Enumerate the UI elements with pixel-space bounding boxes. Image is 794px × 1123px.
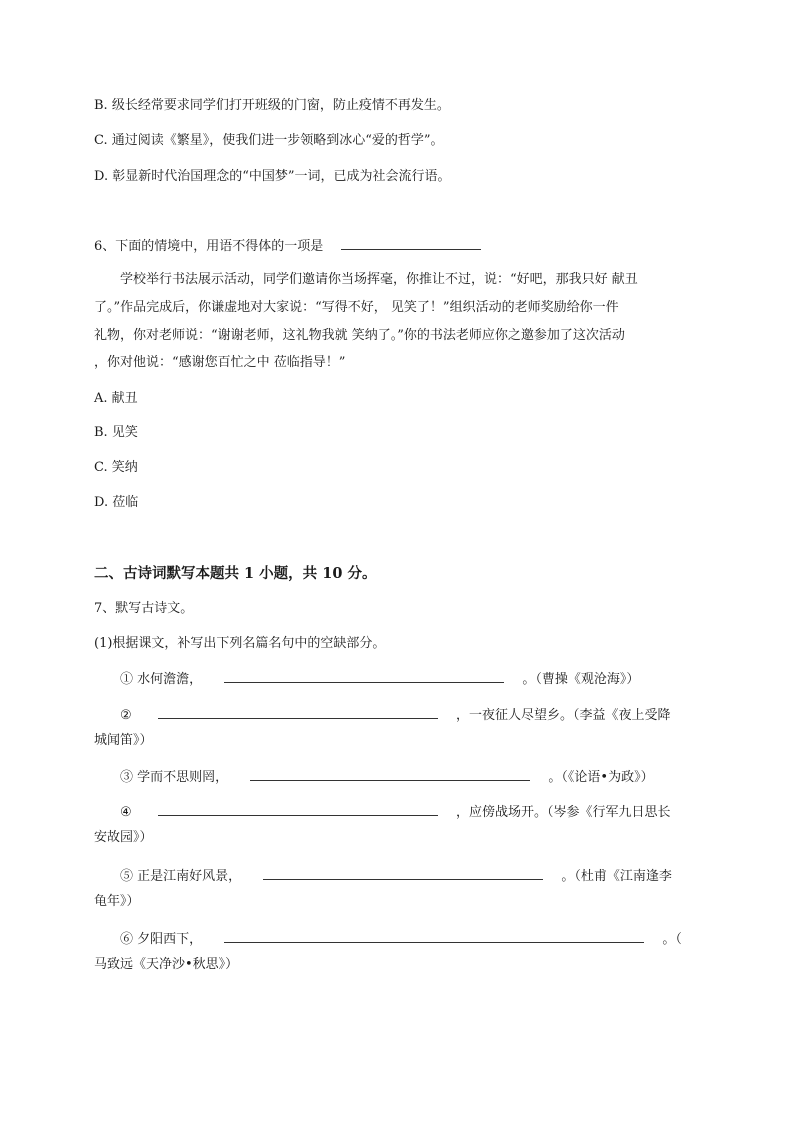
q7-item-5-blank[interactable] xyxy=(263,865,543,880)
q7-item-4-cont: 安故园》） xyxy=(94,830,153,845)
q7-item-1-post: 。（曹操《观沧海》） xyxy=(522,672,640,687)
q7-item-4 xyxy=(120,801,670,823)
q6-option-a: A. 献丑 xyxy=(94,391,138,406)
q6-option-c: C. 笑纳 xyxy=(94,460,138,475)
q5-option-c: C. 通过阅读《繁星》，使我们进一步领略到冰心“爱的哲学”。 xyxy=(94,133,444,148)
q6-stem-line xyxy=(94,235,481,257)
q7-item-6-post: 。（ xyxy=(662,932,682,947)
section-2-title: 二、古诗词默写本题共 1 小题，共 10 分。 xyxy=(94,565,377,582)
q7-item-6-blank[interactable] xyxy=(224,928,644,943)
q6-passage-line-3: 礼物，你对老师说：“谢谢老师，这礼物我就 笑纳了。”你的书法老师应你之邀参加了这次活动 xyxy=(94,328,625,343)
q6-stem: 6、下面的情境中，用语不得体的一项是 xyxy=(94,239,324,254)
q6-passage-line-4: ，你对他说：“感谢您百忙之中 莅临指导！” xyxy=(94,355,346,370)
q7-item-1 xyxy=(120,668,639,690)
q7-sub-instruction: (1)根据课文，补写出下列名篇名句中的空缺部分。 xyxy=(94,636,386,651)
q7-stem: 7、默写古诗文。 xyxy=(94,601,194,616)
q5-option-b: B. 级长经常要求同学们打开班级的门窗，防止疫情不再发生。 xyxy=(94,98,450,113)
q7-item-5-cont: 龟年》） xyxy=(94,894,140,909)
q6-option-d: D. 莅临 xyxy=(94,495,139,510)
q7-item-2-cont: 城闻笛》） xyxy=(94,733,153,748)
q6-option-b: B. 见笑 xyxy=(94,425,138,440)
q7-item-3 xyxy=(120,766,654,788)
q7-item-5-pre: ⑤ 正是江南好风景， xyxy=(120,869,242,884)
q7-item-2-post: ，一夜征人尽望乡。（李益《夜上受降 xyxy=(455,708,671,723)
q7-item-5-post: 。（杜甫《江南逢李 xyxy=(561,869,672,884)
q6-passage-line-2: 了。”作品完成后，你谦虚地对大家说：“写得不好， 见笑了！”组织活动的老师奖励给你一件 xyxy=(94,300,619,315)
q7-item-3-blank[interactable] xyxy=(250,766,530,781)
q7-item-4-pre: ④ xyxy=(120,805,132,820)
q7-item-6-cont: 马致远《天净沙•秋思》） xyxy=(94,957,239,972)
q6-passage-line-1: 学校举行书法展示活动，同学们邀请你当场挥毫，你推让不过，说：“好吧，那我只好 献丑 xyxy=(120,272,638,287)
q7-item-1-pre: ① 水何澹澹， xyxy=(120,672,203,687)
q6-answer-blank[interactable] xyxy=(341,235,481,250)
q7-item-2-pre: ② xyxy=(120,708,132,723)
q7-item-6 xyxy=(120,928,682,950)
q7-item-5 xyxy=(120,865,672,887)
q7-item-3-pre: ③ 学而不思则罔， xyxy=(120,770,229,785)
q7-item-2 xyxy=(120,704,670,726)
q7-item-1-blank[interactable] xyxy=(224,668,504,683)
q7-item-4-post: ，应傍战场开。（岑参《行军九日思长 xyxy=(455,805,671,820)
q5-option-d: D. 彰显新时代治国理念的“中国梦”一词，已成为社会流行语。 xyxy=(94,169,451,184)
q7-item-3-post: 。（《论语•为政》） xyxy=(548,770,654,785)
q7-item-6-pre: ⑥ 夕阳西下， xyxy=(120,932,203,947)
q7-item-4-blank[interactable] xyxy=(158,801,438,816)
q7-item-2-blank[interactable] xyxy=(158,704,438,719)
